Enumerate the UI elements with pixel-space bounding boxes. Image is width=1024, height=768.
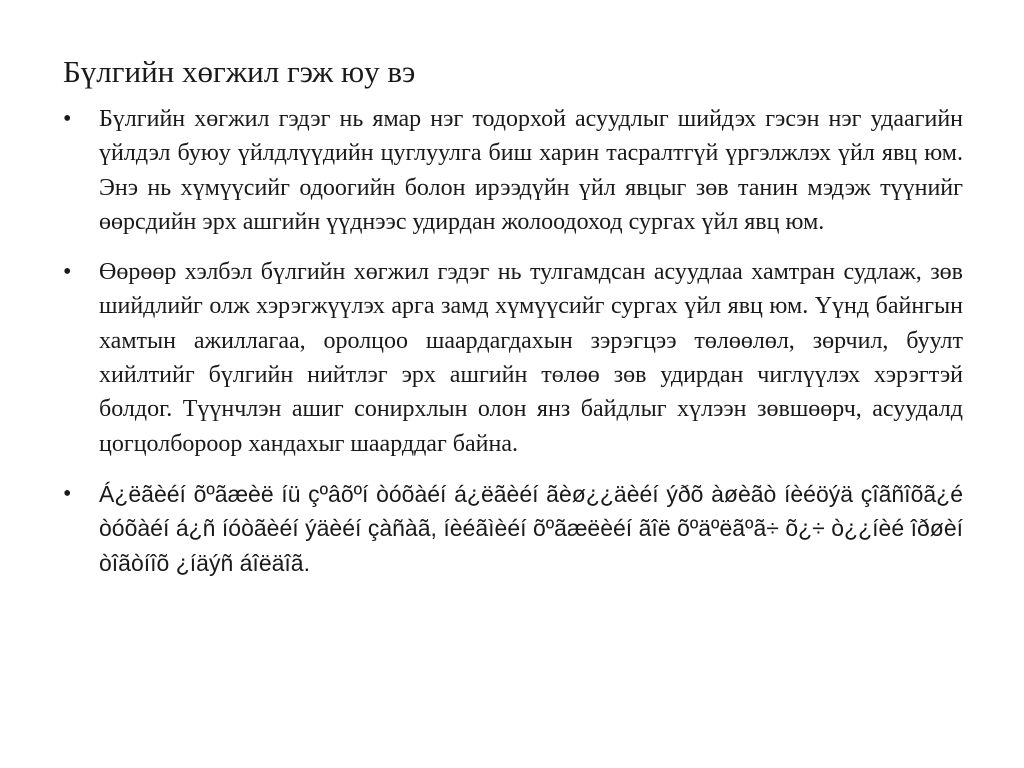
- bullet-item-2: [63, 255, 963, 461]
- bullet-dot-icon: •: [63, 106, 72, 132]
- bullet-text-1: Бүлгийн хөгжил гэдэг нь ямар нэг тодорхой асуудлыг шийдэх гэсэн нэг удаагийн үйлдэл буюу үйлдлүүдийн цуглуулга биш харин тасралтгүй үргэлжлэх үйл явц юм. Энэ нь хүмүүсийг одоогийн болон ирээдүйн үйл явцыг зөв танин мэдэж түүнийг өөрсдийн эрх ашгийн үүднээс удирдан жолоодоход сургах үйл явц юм.: [99, 106, 963, 235]
- bullet-list: [63, 102, 963, 596]
- bullet-dot-icon: •: [63, 259, 72, 286]
- bullet-item-3: [63, 477, 963, 580]
- bullet-text-2: Өөрөөр хэлбэл бүлгийн хөгжил гэдэг нь тулгамдсан асуудлаа хамтран судлаж, зөв шийдлийг олж хэрэгжүүлэх арга замд хүмүүсийг сургах үйл явц юм. Үүнд байнгын хамтын ажиллагаа, оролцоо шаардагдахын зэрэгцээ төлөөлөл, зөрчил, буулт хийлтийг бүлгийн нийтлэг эрх ашгийн төлөө зөв удирдан чиглүүлэх хэрэгтэй болдог. Түүнчлэн ашиг сонирхлын олон янз байдлыг хүлээн зөвшөөрч, асуудалд цогцолбороор хандахыг шаарддаг байна.: [99, 259, 963, 457]
- bullet-text-3: Á¿ëãèéí õºãæèë íü çºâõºí òóõàéí á¿ëãèéí ãèø¿¿äèéí ýðõ àøèãò íèéöýä çîãñîõã¿é òóõàéí á¿ñ íóòãèéí ýäèéí çàñàã, íèéãìèéí õºãæëèéí ãîë õºäºëãºã÷ õ¿÷ ò¿¿íèé îðøèí òîãòíîõ ¿íäýñ áîëäîã.: [99, 480, 963, 576]
- bullet-item-1: [63, 102, 963, 239]
- bullet-dot-icon: •: [63, 480, 72, 507]
- slide-title: Бүлгийн хөгжил гэж юу вэ: [63, 54, 416, 89]
